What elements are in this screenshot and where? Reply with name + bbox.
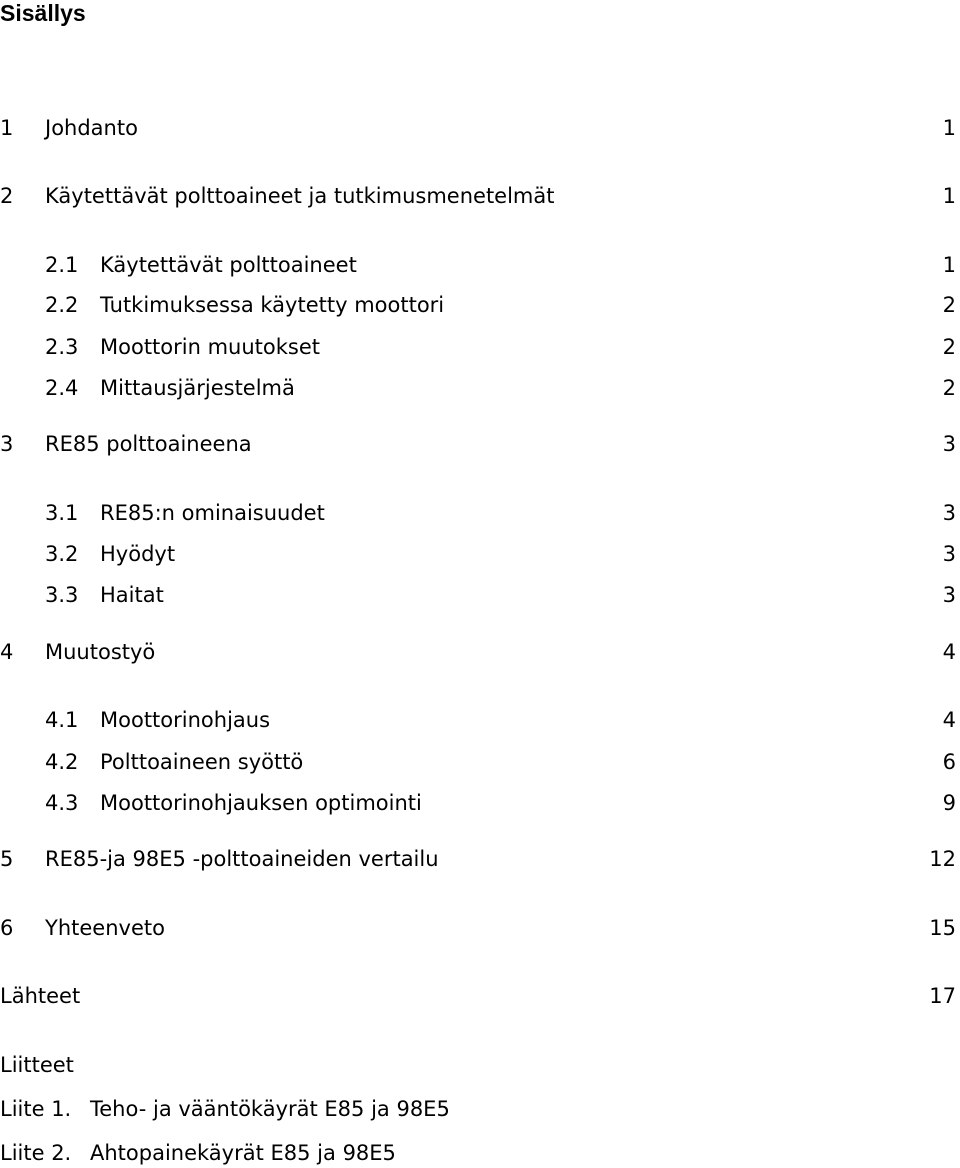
toc-entry-page: 1 (942, 253, 956, 277)
toc-entry-number: 2 (0, 184, 14, 208)
toc-entry-number: 4.3 (45, 791, 79, 815)
toc-entry-6[interactable] (0, 913, 956, 943)
toc-entry-page: 3 (942, 501, 956, 525)
toc-entry-label: Hyödyt (100, 542, 176, 566)
toc-entry-label: Muutostyö (45, 640, 156, 664)
toc-entry-page: 4 (942, 640, 956, 664)
toc-entry-page: 12 (929, 847, 956, 871)
toc-entry-page: 17 (929, 984, 956, 1008)
toc-entry-label: RE85 polttoaineena (45, 432, 252, 456)
toc-entry-page: 1 (942, 184, 956, 208)
toc-entry-number: 6 (0, 916, 14, 940)
toc-entry-number: 2.3 (45, 335, 79, 359)
toc-entry-4-3[interactable] (0, 788, 956, 818)
toc-entry-number: 2.2 (45, 293, 79, 317)
appendix-label: Liite 1. (0, 1097, 72, 1121)
toc-entry-label: Lähteet (0, 984, 81, 1008)
toc-entry-3-2[interactable] (0, 539, 956, 569)
toc-entry-page: 4 (942, 708, 956, 732)
toc-entry-1[interactable] (0, 113, 956, 143)
appendix-label: Liite 2. (0, 1141, 72, 1165)
toc-entry-label: Mittausjärjestelmä (100, 376, 295, 400)
toc-entry-number: 2.4 (45, 376, 79, 400)
toc-entry-label: Käytettävät polttoaineet ja tutkimusmenetelmät (45, 184, 555, 208)
toc-entry-5[interactable] (0, 844, 956, 874)
toc-entry-page: 2 (942, 376, 956, 400)
toc-entry-2-1[interactable] (0, 250, 956, 280)
appendix-item-1[interactable] (0, 1094, 600, 1124)
toc-entry-2[interactable] (0, 181, 956, 211)
toc-entry-label: Johdanto (45, 116, 138, 140)
toc-entry-2-4[interactable] (0, 373, 956, 403)
toc-entry-number: 5 (0, 847, 14, 871)
toc-entry-3-3[interactable] (0, 580, 956, 610)
appendix-title: Teho- ja vääntökäyrät E85 ja 98E5 (90, 1097, 450, 1121)
toc-entry-label: Tutkimuksessa käytetty moottori (100, 293, 445, 317)
toc-entry-page: 3 (942, 542, 956, 566)
toc-entry-page: 9 (942, 791, 956, 815)
toc-entry-3-1[interactable] (0, 498, 956, 528)
toc-entry-label: Polttoaineen syöttö (100, 750, 304, 774)
toc-entry-2-3[interactable] (0, 332, 956, 362)
toc-entry-number: 3 (0, 432, 14, 456)
appendices-heading: Liitteet (0, 1053, 74, 1077)
toc-entry-number: 4.2 (45, 750, 79, 774)
toc-entry-number: 4.1 (45, 708, 79, 732)
appendix-title: Ahtopainekäyrät E85 ja 98E5 (90, 1141, 396, 1165)
toc-entry-label: Moottorinohjaus (100, 708, 271, 732)
toc-entry-4[interactable] (0, 637, 956, 667)
toc-entry-3[interactable] (0, 429, 956, 459)
toc-entry-label: RE85-ja 98E5 -polttoaineiden vertailu (45, 847, 439, 871)
toc-entry-2-2[interactable] (0, 290, 956, 320)
toc-entry-label: Moottorin muutokset (100, 335, 320, 359)
toc-entry-number: 2.1 (45, 253, 79, 277)
page-title: Sisällys (0, 0, 86, 26)
toc-entry-number: 1 (0, 116, 14, 140)
toc-entry-number: 3.3 (45, 583, 79, 607)
toc-entry-4-1[interactable] (0, 705, 956, 735)
toc-entry-label: Moottorinohjauksen optimointi (100, 791, 422, 815)
toc-entry-label: Yhteenveto (45, 916, 165, 940)
toc-entry-page: 3 (942, 432, 956, 456)
toc-entry-page: 2 (942, 335, 956, 359)
toc-entry-label: Käytettävät polttoaineet (100, 253, 357, 277)
toc-entry-number: 3.1 (45, 501, 79, 525)
toc-entry-label: RE85:n ominaisuudet (100, 501, 325, 525)
toc-entry-page: 3 (942, 583, 956, 607)
toc-entry-label: Haitat (100, 583, 164, 607)
toc-entry-number: 3.2 (45, 542, 79, 566)
toc-entry-page: 1 (942, 116, 956, 140)
toc-entry-4-2[interactable] (0, 747, 956, 777)
toc-entry-number: 4 (0, 640, 14, 664)
appendix-item-2[interactable] (0, 1138, 600, 1168)
toc-entry-page: 6 (942, 750, 956, 774)
toc-entry-references[interactable] (0, 981, 956, 1011)
toc-entry-page: 2 (942, 293, 956, 317)
toc-entry-page: 15 (929, 916, 956, 940)
